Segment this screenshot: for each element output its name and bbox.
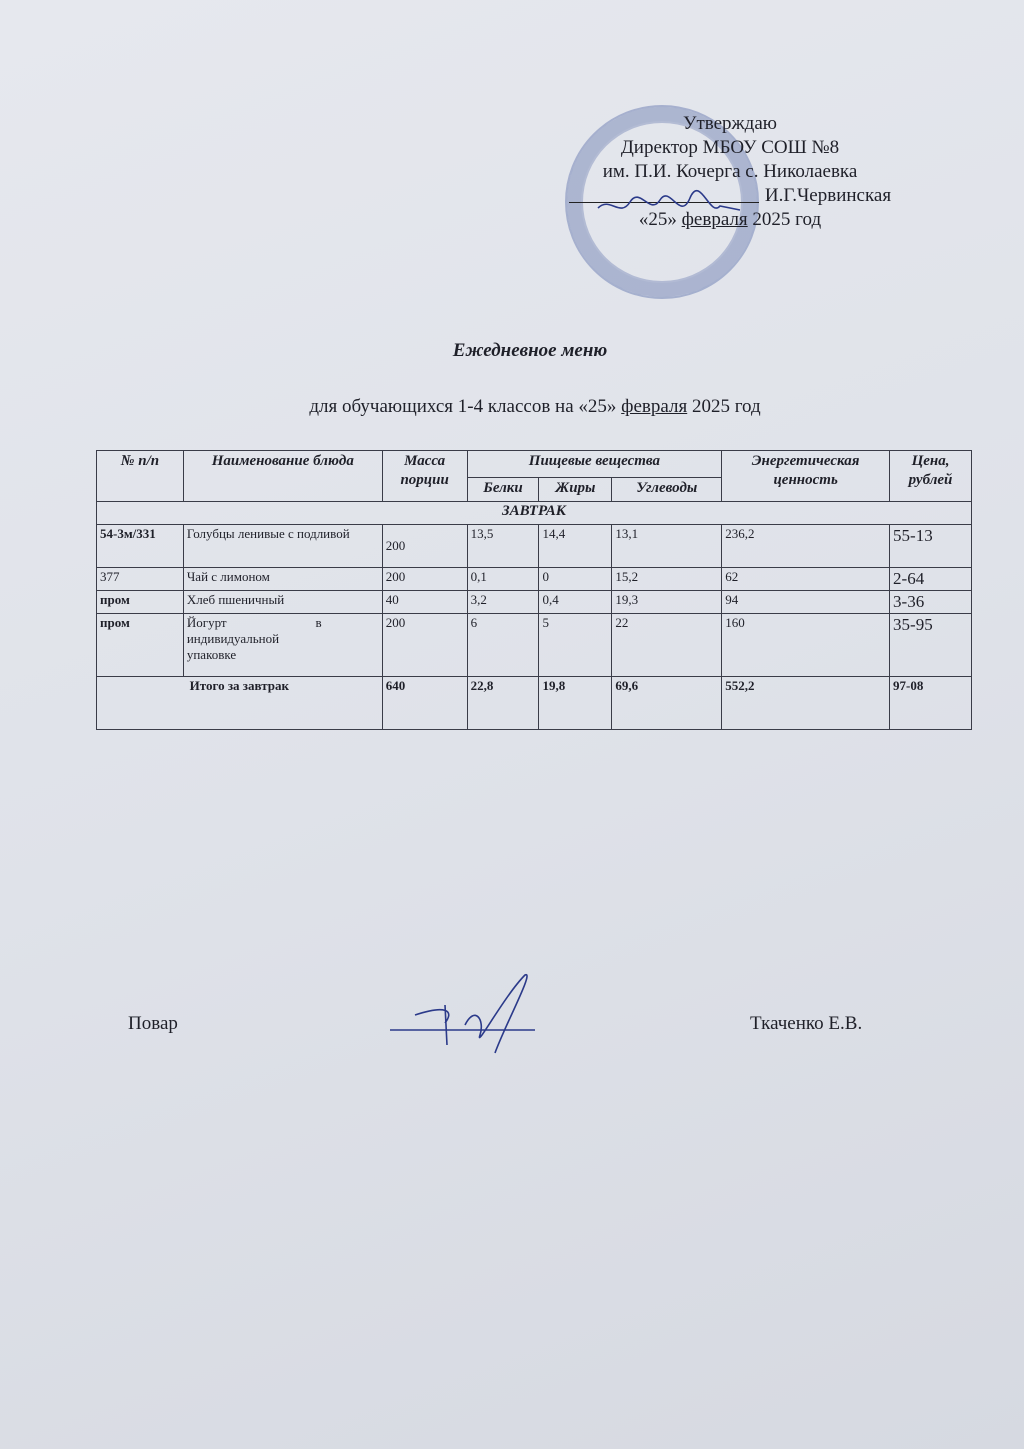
table-row: пром Хлеб пшеничный 40 3,2 0,4 19,3 94 3-36 — [97, 591, 972, 614]
header-mass: Масса порции — [382, 451, 467, 502]
header-name: Наименование блюда — [183, 451, 382, 502]
header-nutrients: Пищевые вещества — [467, 451, 722, 478]
section-breakfast: ЗАВТРАК — [97, 502, 972, 525]
header-num: № п/п — [97, 451, 184, 502]
header-fat: Жиры — [539, 478, 612, 502]
document-subtitle: для обучающихся 1-4 классов на «25» февраля 2025 год — [309, 396, 761, 417]
director-signature — [590, 188, 750, 228]
approval-school: им. П.И. Кочерга с. Николаевка — [602, 161, 858, 182]
header-price: Цена, рублей — [890, 451, 972, 502]
footer-name: Ткаченко Е.В. — [750, 1013, 863, 1034]
approval-date: «25» февраля 2025 год — [638, 209, 822, 230]
header-energy: Энергетическая ценность — [722, 451, 890, 502]
total-row: Итого за завтрак 640 22,8 19,8 69,6 552,2 97-08 — [97, 677, 972, 730]
table-row: 54-3м/331 Голубцы ленивые с подливой 200 13,5 14,4 13,1 236,2 55-13 — [97, 525, 972, 568]
table-row: пром Йогурт в индивидуальной упаковке 200 6 5 22 160 35-95 — [97, 614, 972, 677]
approval-signer: И.Г.Червинская — [764, 185, 892, 206]
approval-position: Директор МБОУ СОШ №8 — [620, 137, 840, 158]
approval-heading: Утверждаю — [683, 113, 777, 134]
footer-role: Повар — [128, 1013, 178, 1034]
header-carbs: Углеводы — [612, 478, 722, 502]
document-title: Ежедневное меню — [452, 340, 608, 361]
cook-signature — [385, 965, 545, 1060]
menu-table — [96, 450, 972, 730]
header-protein: Белки — [467, 478, 539, 502]
table-row: 377 Чай с лимоном 200 0,1 0 15,2 62 2-64 — [97, 568, 972, 591]
